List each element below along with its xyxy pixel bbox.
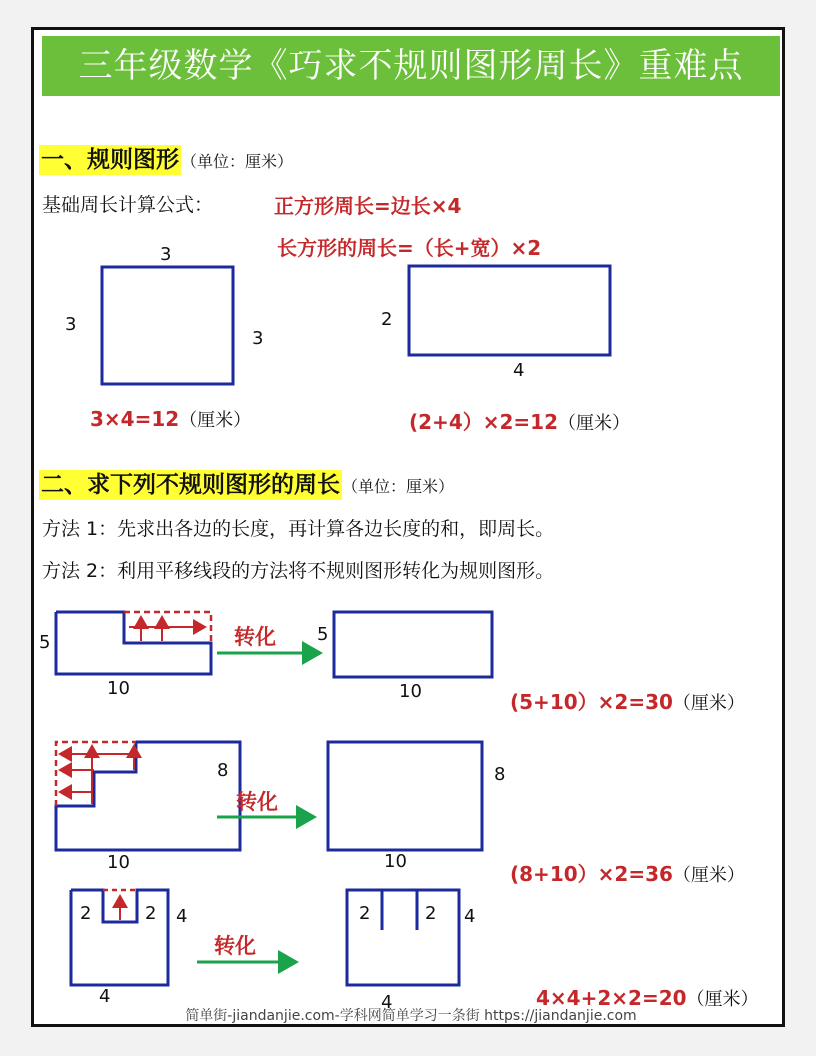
square-right-label: 3 xyxy=(252,328,264,349)
page-title: 三年级数学《巧求不规则图形周长》重难点 xyxy=(42,36,780,96)
ex1-bottom-label: 10 xyxy=(107,678,130,699)
ex3-result-inner-left-label: 2 xyxy=(359,903,371,924)
ex2-convert-label: 转化 xyxy=(236,790,278,814)
ex2-irregular-shape xyxy=(56,742,240,850)
ex3-bottom-label: 4 xyxy=(99,986,111,1007)
rect-left-label: 2 xyxy=(381,309,393,330)
ex2-right-label: 8 xyxy=(217,760,229,781)
section2-header xyxy=(39,470,454,500)
ex3-inner-right-label: 2 xyxy=(145,903,157,924)
formula-rect: 长方形的周长=（长+宽）×2 xyxy=(277,236,542,260)
ex3-result-right-label: 4 xyxy=(464,906,476,927)
ex3-calculation: 4×4+2×2=20（厘米） xyxy=(536,986,759,1010)
ex2-bottom-label: 10 xyxy=(107,852,130,873)
watermark-text: 简单街-jiandanjie.com-学科网简单学习一条街 https://jiandanjie.com xyxy=(185,1008,637,1024)
ex2-result-rect xyxy=(328,742,482,850)
square-calculation: 3×4=12（厘米） xyxy=(90,407,252,431)
ex1-convert-label: 转化 xyxy=(234,625,276,649)
ex2-result-bottom-label: 10 xyxy=(384,851,407,872)
section2-heading: 二、求下列不规则图形的周长 xyxy=(41,472,340,498)
square-shape xyxy=(102,267,233,384)
method2-text: 方法 2：利用平移线段的方法将不规则图形转化为规则图形。 xyxy=(42,560,555,582)
formula-label: 基础周长计算公式： xyxy=(42,194,214,216)
ex1-calculation: (5+10）×2=30（厘米） xyxy=(510,690,745,714)
square-top-label: 3 xyxy=(160,244,172,265)
ex1-left-label: 5 xyxy=(39,632,51,653)
ex3-convert-label: 转化 xyxy=(214,934,256,958)
ex3-inner-left-label: 2 xyxy=(80,903,92,924)
page-frame xyxy=(31,27,785,1027)
ex2-result-right-label: 8 xyxy=(494,764,506,785)
square-left-label: 3 xyxy=(65,314,77,335)
rect-calculation: (2+4）×2=12（厘米） xyxy=(409,410,630,434)
rectangle-shape xyxy=(409,266,610,355)
ex3-right-label: 4 xyxy=(176,906,188,927)
method1-text: 方法 1：先求出各边的长度，再计算各边长度的和，即周长。 xyxy=(42,518,555,540)
ex3-result-bottom-label: 4 xyxy=(381,992,393,1013)
ex3-result-inner-right-label: 2 xyxy=(425,903,437,924)
section1-unit: （单位：厘米） xyxy=(181,152,294,171)
section1-heading: 一、规则图形 xyxy=(41,147,179,173)
ex2-dashed-outline xyxy=(56,742,136,806)
rect-bottom-label: 4 xyxy=(513,360,525,381)
ex1-result-rect xyxy=(334,612,492,677)
ex2-calculation: (8+10）×2=36（厘米） xyxy=(510,862,745,886)
formula-square: 正方形周长=边长×4 xyxy=(274,194,462,218)
section2-unit: （单位：厘米） xyxy=(342,477,455,496)
ex1-result-left-label: 5 xyxy=(317,624,329,645)
ex1-irregular-shape xyxy=(56,612,211,674)
ex1-result-bottom-label: 10 xyxy=(399,681,422,702)
